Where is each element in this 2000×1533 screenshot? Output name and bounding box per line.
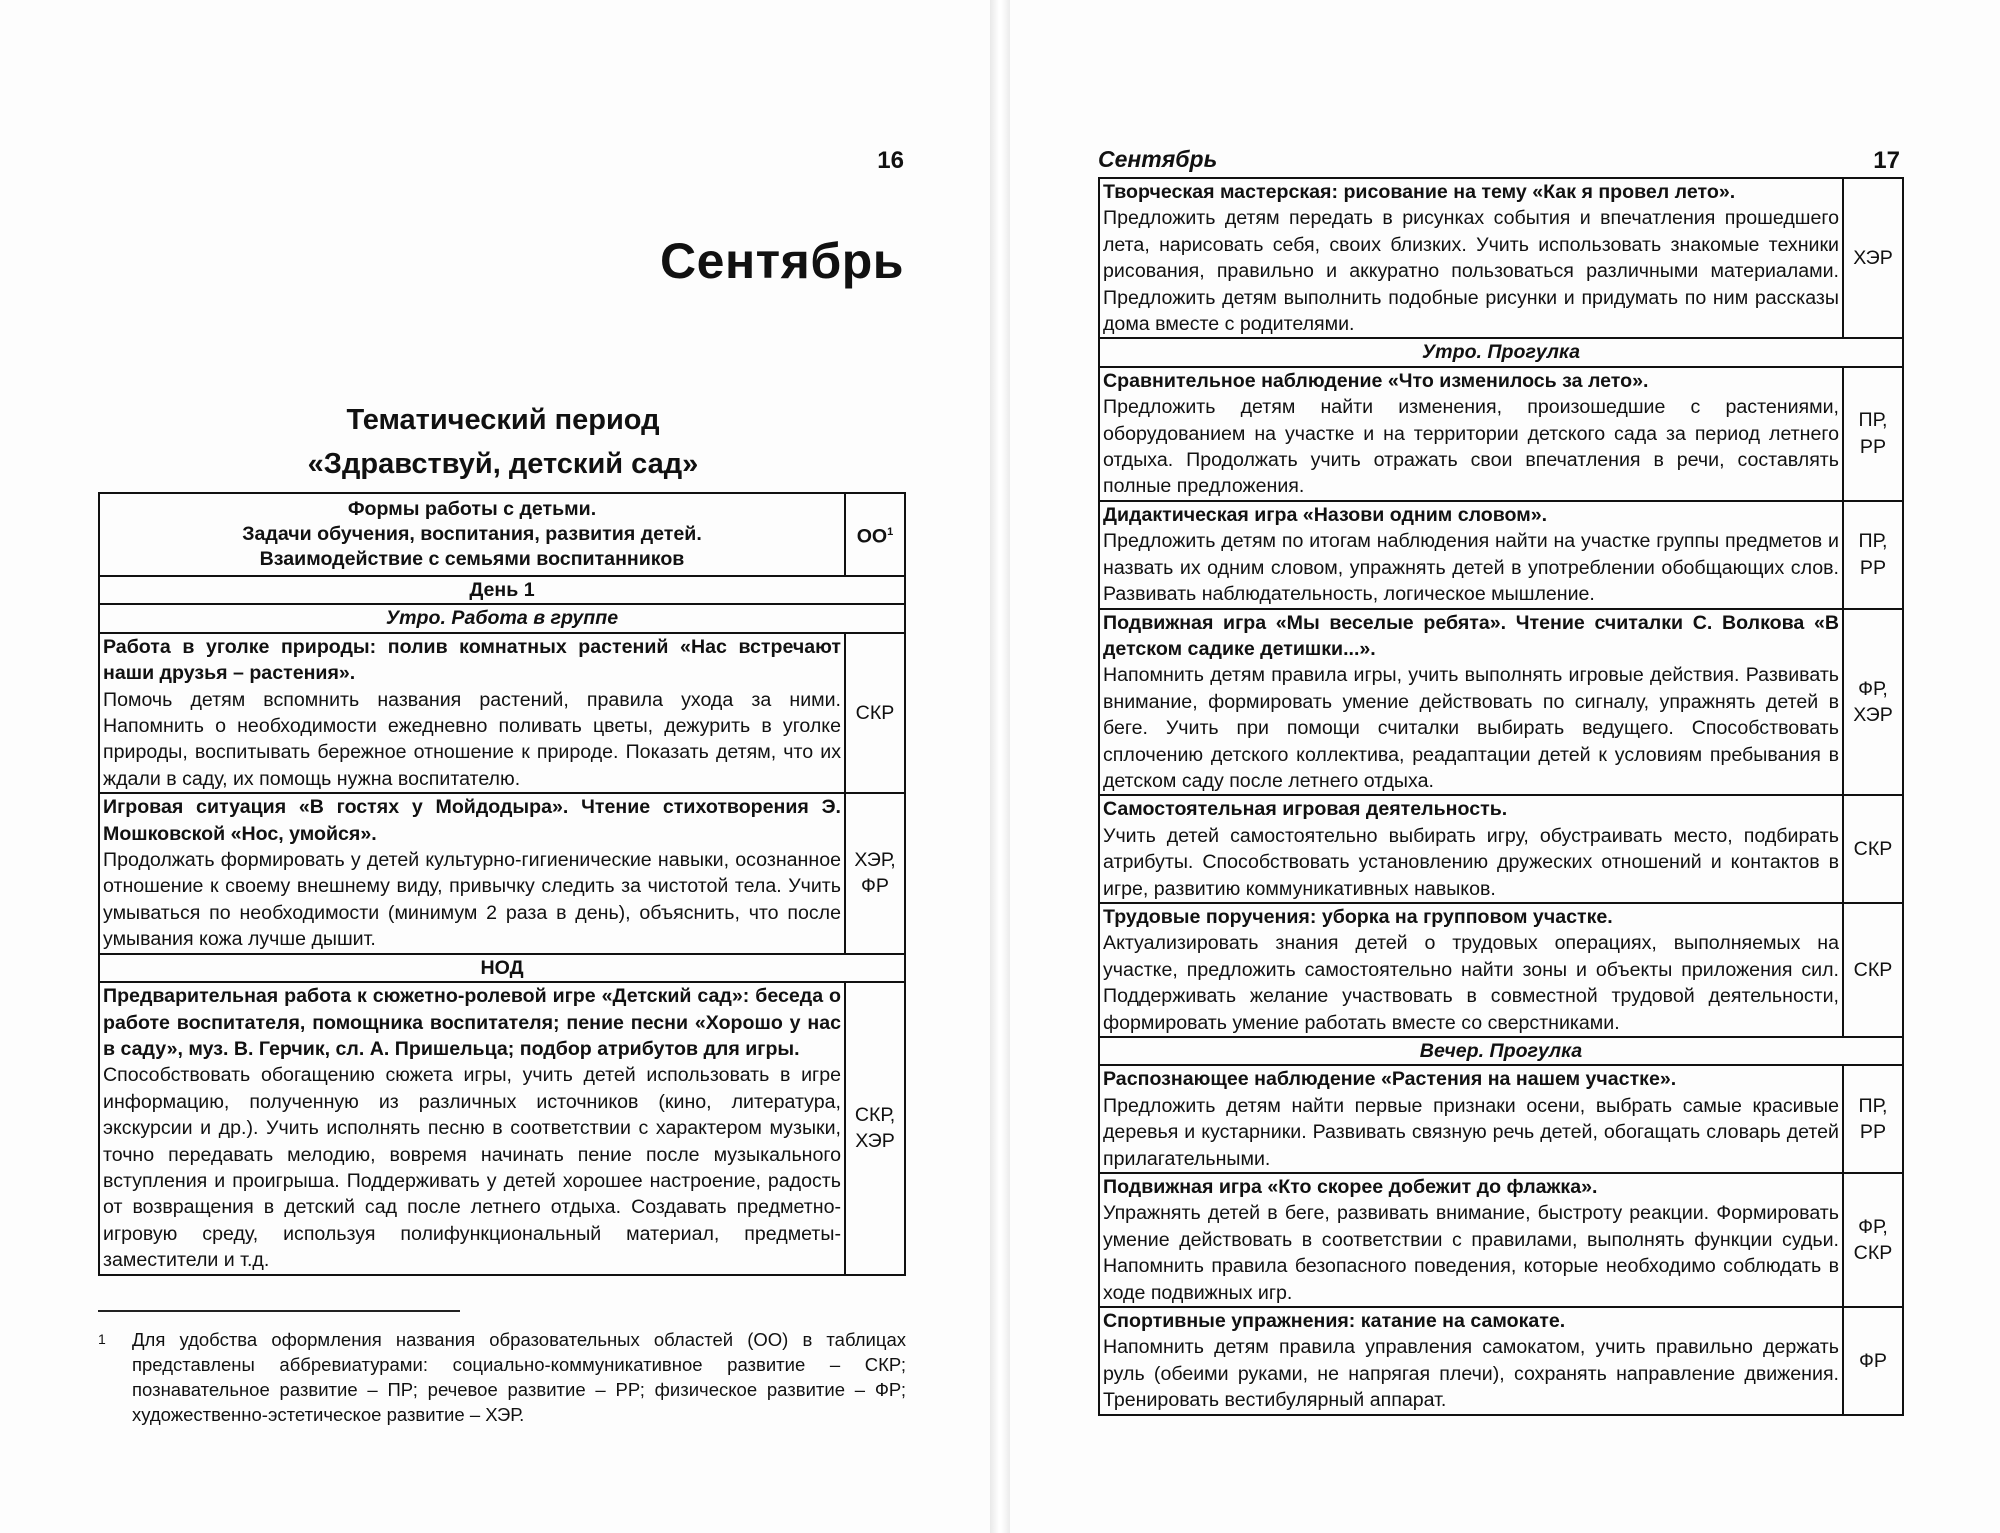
day-label: День 1 — [99, 576, 905, 604]
activity-description-cell — [1099, 1173, 1843, 1307]
footnote-mark: 1 — [98, 1331, 106, 1347]
activity-area-code: СКР — [1843, 903, 1903, 1037]
table-header-row — [99, 493, 905, 576]
footnote-divider — [98, 1310, 460, 1312]
activity-area-code: ФР, ХЭР — [1843, 609, 1903, 796]
activity-text: Предложить детям передать в рисунках события и впечатления прошедшего лета, нарисовать себя, своих близких. Учить использовать знакомые техники рисования, правильно и аккуратно пользоваться различными материалами. Предложить детям выполнить подобные рисунки и придумать по ним рассказы дома вместе с родителями. — [1103, 207, 1839, 336]
activity-row — [1099, 1065, 1903, 1173]
activity-title: Самостоятельная игровая деятельность. — [1103, 798, 1508, 821]
left-table-body-morning — [99, 633, 905, 954]
activity-description-cell — [1099, 795, 1843, 903]
section-nod: НОД — [99, 954, 905, 982]
footnote-reference: 1 — [887, 526, 894, 539]
activity-description-cell — [99, 982, 845, 1274]
activity-title: Трудовые поручения: уборка на групповом участке. — [1103, 905, 1613, 928]
activity-description-cell — [1099, 1065, 1843, 1173]
header-forms-cell — [99, 493, 845, 576]
period-heading-line2: «Здравствуй, детский сад» — [307, 448, 699, 480]
activity-text: Способствовать обогащению сюжета игры, учить детей использовать в игре информацию, полученную из различных источников (кино, литература, экскурсии и др.). Учить исполнять песню в соответствии с характером музыки, точно передавать мелодию, вовремя начинать пение после музыкального вступления и проигрыша. Поддерживать у детей хорошее настроение, радость от возвращения в детский сад после летнего отдыха. Создавать предметно-игровую среду, используя полифункциональный материал, предметы-заместители и т.д. — [103, 1064, 841, 1272]
activity-title: Творческая мастерская: рисование на тему «Как я провел лето». — [1103, 181, 1736, 203]
section-row — [1099, 1037, 1903, 1065]
activity-title: Распознающее наблюдение «Растения на нашем участке». — [1103, 1068, 1677, 1091]
activity-area-code: ХЭР — [1843, 178, 1903, 338]
activity-description-cell — [1099, 609, 1843, 796]
activity-description-cell — [1099, 178, 1843, 338]
footnote-text: Для удобства оформления названия образовательных областей (ОО) в таблицах представлены аббревиатурами: социально-коммуникативное развитие – СКР; познавательное развитие – ПР; речевое развитие – РР; физическое развитие – ФР; художественно-эстетическое развитие – ХЭР. — [132, 1329, 906, 1425]
activity-area-code: ПР, РР — [1843, 501, 1903, 609]
activity-area-code: СКР, ХЭР — [845, 982, 905, 1274]
activity-area-code: ХЭР, ФР — [845, 793, 905, 953]
activity-area-code: ФР, СКР — [1843, 1173, 1903, 1307]
chapter-title: Сентябрь — [660, 233, 904, 289]
activity-text: Актуализировать знания детей о трудовых операциях, выполняемых на участке, предложить самостоятельно найти зоны и объекты приложения сил. Поддерживать желание участвовать в совместной трудовой деятельности, формировать умение работать вместе со сверстниками. — [1103, 932, 1839, 1034]
activity-row — [1099, 795, 1903, 903]
activity-title: Подвижная игра «Мы веселые ребята». Чтение считалки С. Волкова «В детском садике детишки...». — [1103, 611, 1839, 660]
header-line: Задачи обучения, воспитания, развития детей. — [242, 523, 702, 545]
activity-text: Учить детей самостоятельно выбирать игру, обустраивать место, подбирать атрибуты. Способствовать установлению дружеских отношений и контактов в игре, развитию коммуникативных навыков. — [1103, 824, 1839, 900]
right-table-body-evening-walk — [1099, 1065, 1903, 1414]
right-activities-table — [1098, 177, 1904, 1416]
period-heading-line1: Тематический период — [346, 404, 660, 436]
book-gutter — [990, 0, 1010, 1533]
day-row — [99, 576, 905, 604]
activity-row — [1099, 501, 1903, 609]
activity-text: Предложить детям найти изменения, произошедшие с растениями, оборудованием на участке и на территории детского сада за период летнего отдыха. Продолжать учить отражать свои впечатления в речи, составлять полные предложения. — [1103, 396, 1839, 498]
activity-text: Продолжать формировать у детей культурно-гигиенические навыки, осознанное отношение к своему внешнему виду, привычку следить за чистотой тела. Учить умываться по необходимости (минимум 2 раза в день), объяснить, что после умывания кожа лучше дышит. — [103, 849, 841, 951]
activity-area-code: ПР, РР — [1843, 1065, 1903, 1173]
activity-row — [1099, 903, 1903, 1037]
activity-text: Предложить детям найти первые признаки осени, выбрать самые красивые деревья и кустарники. Развивать связную речь детей, обогащать словарь детей прилагательными. — [1103, 1094, 1839, 1170]
activity-text: Упражнять детей в беге, развивать внимание, быстроту реакции. Формировать умение действовать в соответствии с правилами, выполнять функции судьи. Напомнить правила безопасного поведения, которые необходимо соблюдать в ходе подвижных игр. — [1103, 1202, 1839, 1304]
activity-title: Спортивные упражнения: катание на самокате. — [1103, 1310, 1566, 1333]
activity-text: Помочь детям вспомнить названия растений, правила ухода за ними. Напомнить о необходимости ежедневно поливать цветы, дежурить в уголке природы, воспитывать бережное отношение к природе. Показать детям, что их ждали в саду, их помощь нужна воспитателю. — [103, 688, 841, 790]
activity-row — [99, 982, 905, 1274]
right-table-body-activity — [1099, 178, 1903, 338]
activity-description-cell — [1099, 367, 1843, 501]
activity-area-code: ПР, РР — [1843, 367, 1903, 501]
left-table-body-nod — [99, 982, 905, 1274]
page-number-left: 16 — [877, 147, 904, 174]
header-oo-cell — [845, 493, 905, 576]
thematic-period-heading — [100, 398, 906, 486]
header-oo-label: ОО — [856, 525, 888, 548]
header-line: Взаимодействие с семьями воспитанников — [259, 548, 685, 570]
activity-title: Работа в уголке природы: полив комнатных растений «Нас встречают наши друзья – растения». — [103, 635, 841, 685]
section-evening-walk: Вечер. Прогулка — [1099, 1037, 1903, 1065]
section-row — [99, 954, 905, 982]
right-table-body-morning-walk — [1099, 367, 1903, 1037]
activity-row — [1099, 1307, 1903, 1415]
activity-row — [1099, 609, 1903, 796]
activity-title: Подвижная игра «Кто скорее добежит до флажка». — [1103, 1176, 1598, 1199]
activity-row — [99, 633, 905, 793]
section-row — [1099, 338, 1903, 366]
activity-description-cell — [1099, 501, 1843, 609]
activity-text: Напомнить детям правила игры, учить выполнять игровые действия. Развивать внимание, формировать умение действовать по сигналу, упражнять детей в беге. Учить при помощи считалки выбирать ведущего. Способствовать сплочению детского коллектива, реадаптации детей к условиям пребывания в детском саду после летнего отдыха. — [1103, 664, 1839, 792]
left-activities-table — [98, 492, 906, 1276]
activity-area-code: СКР — [845, 633, 905, 793]
section-row — [99, 604, 905, 632]
section-morning-group: Утро. Работа в группе — [99, 604, 905, 632]
activity-title: Игровая ситуация «В гостях у Мойдодыра». Чтение стихотворения Э. Мошковской «Нос, умойся». — [103, 796, 841, 845]
activity-area-code: ФР — [1843, 1307, 1903, 1415]
activity-title: Предварительная работа к сюжетно-ролевой игре «Детский сад»: беседа о работе воспитателя, помощника воспитателя; пение песни «Хорошо у нас в саду», муз. В. Герчик, сл. А. Пришельца; подбор атрибутов для игры. — [103, 985, 841, 1060]
activity-row — [1099, 1173, 1903, 1307]
section-morning-walk: Утро. Прогулка — [1099, 338, 1903, 366]
page-number-right: 17 — [1873, 147, 1900, 174]
activity-row — [1099, 367, 1903, 501]
activity-description-cell — [99, 633, 845, 793]
activity-row — [1099, 178, 1903, 338]
activity-description-cell — [1099, 903, 1843, 1037]
footnote — [98, 1327, 906, 1427]
activity-text: Напомнить детям правила управления самокатом, учить правильно держать руль (обеими руками, не напрягая плечи), сохранять направление движения. Тренировать вестибулярный аппарат. — [1103, 1336, 1839, 1412]
activity-row — [99, 793, 905, 953]
activity-description-cell — [1099, 1307, 1843, 1415]
activity-title: Сравнительное наблюдение «Что изменилось за лето». — [1103, 369, 1649, 392]
running-head: Сентябрь — [1098, 146, 1218, 172]
header-line: Формы работы с детьми. — [347, 498, 597, 520]
activity-description-cell — [99, 793, 845, 953]
activity-title: Дидактическая игра «Назови одним словом». — [1103, 503, 1548, 526]
activity-area-code: СКР — [1843, 795, 1903, 903]
activity-text: Предложить детям по итогам наблюдения найти на участке группы предметов и назвать их одним словом, упражнять детей в употреблении обобщающих слов. Развивать наблюдательность, логическое мышление. — [1103, 530, 1839, 606]
